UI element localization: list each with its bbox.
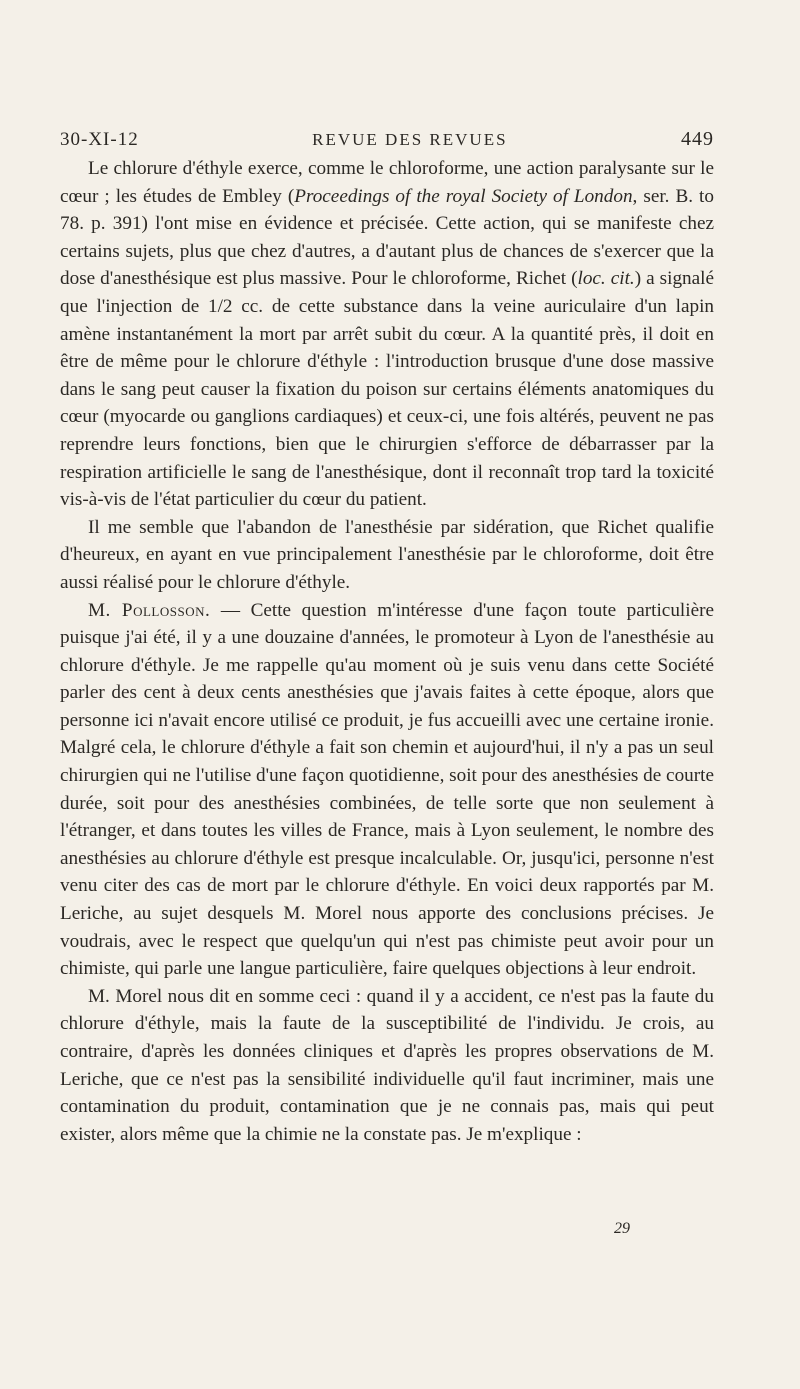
paragraph-2: Il me semble que l'abandon de l'anesthésie par sidération, que Richet qualifie d'heureux, en ayant en vue principalement l'anesthésie par le chloroforme, doit être aussi réalisé pour le chlorure d'éthyle.: [60, 516, 714, 593]
paragraph-3: M. Pollosson. — Cette question m'intéresse d'une façon toute particulière puisque j'ai été, il y a une douzaine d'années, le promoteur à Lyon de l'anesthésie au chlorure d'éthyle. Je me rappelle qu'au moment où je suis venu dans cette Société parler des cent à deux cents anesthésies que j'avais faites à cette époque, alors que personne ici n'avait encore utilisé ce produit, je fus accueilli avec une certaine ironie. Malgré cela, le chlorure d'éthyle a fait son chemin et aujourd'hui, il n'y a pas un seul chirurgien qui ne l'utilise d'une façon quotidienne, soit pour des anesthésies de courte durée, soit pour des anesthésies combinées, de telle sorte que non seulement à l'étranger, et dans toutes les villes de France, mais à Lyon seulement, le nombre des anesthésies au chlorure d'éthyle est presque incalculable. Or, jusqu'ici, personne n'est venu citer des cas de mort par le chlorure d'éthyle. En voici deux rapportés par M. Leriche, au sujet desquels M. Morel nous apporte des conclusions précises. Je voudrais, avec le respect que quelqu'un qui n'est pas chimiste peut avoir pour un chimiste, qui parle une langue particulière, faire quelques objections à leur endroit.: [60, 599, 714, 980]
paragraph-4: M. Morel nous dit en somme ceci : quand il y a accident, ce n'est pas la faute du chlorure d'éthyle, mais la faute de la susceptibilité de l'individu. Je crois, au contraire, d'après les données cliniques et d'après les propres observations de M. Leriche, que ce n'est pas la sensibilité individuelle qu'il faut incriminer, mais une contamination du produit, contamination que je ne connais pas, mais qui peut exister, alors même que la chimie ne la constate pas. Je m'explique :: [60, 985, 714, 1145]
header-title: REVUE DES REVUES: [312, 130, 508, 149]
page-number: 449: [680, 128, 714, 150]
signature-mark: 29: [614, 1220, 630, 1237]
paragraph-1: Le chlorure d'éthyle exerce, comme le chloroforme, une action paralysante sur le cœur ; les études de Embley (Proceedings of the royal Society of London, ser. B. to 78. p. 391) l'ont mise en évidence et précisée. Cette action, qui se manifeste chez certains sujets, plus que chez d'autres, a d'autant plus de chances de s'exercer que la dose d'anesthésique est plus massive. Pour le chloroforme, Richet (loc. cit.) a signalé que l'injection de 1/2 cc. de cette substance dans la veine auriculaire d'un lapin amène instantanément la mort par arrêt subit du cœur. A la quantité près, il doit en être de même pour le chlorure d'éthyle : l'introduction brusque d'une dose massive dans le sang peut causer la fixation du poison sur certains éléments anatomiques du cœur (myocarde ou ganglions cardiaques) et ceux-ci, une fois altérés, peuvent ne pas reprendre leurs fonctions, bien que le chirurgien s'efforce de débarrasser par la respiration artificielle le sang de l'anesthésique, dont il reconnaît trop tard la toxicité vis-à-vis de l'état particulier du cœur du patient.: [60, 158, 714, 511]
page: [60, 128, 714, 1148]
header-date: 30-XI-12: [60, 129, 139, 150]
speaker-name: M. Pollosson.: [88, 599, 211, 621]
running-head: [60, 128, 714, 151]
article-body: [60, 155, 714, 1148]
